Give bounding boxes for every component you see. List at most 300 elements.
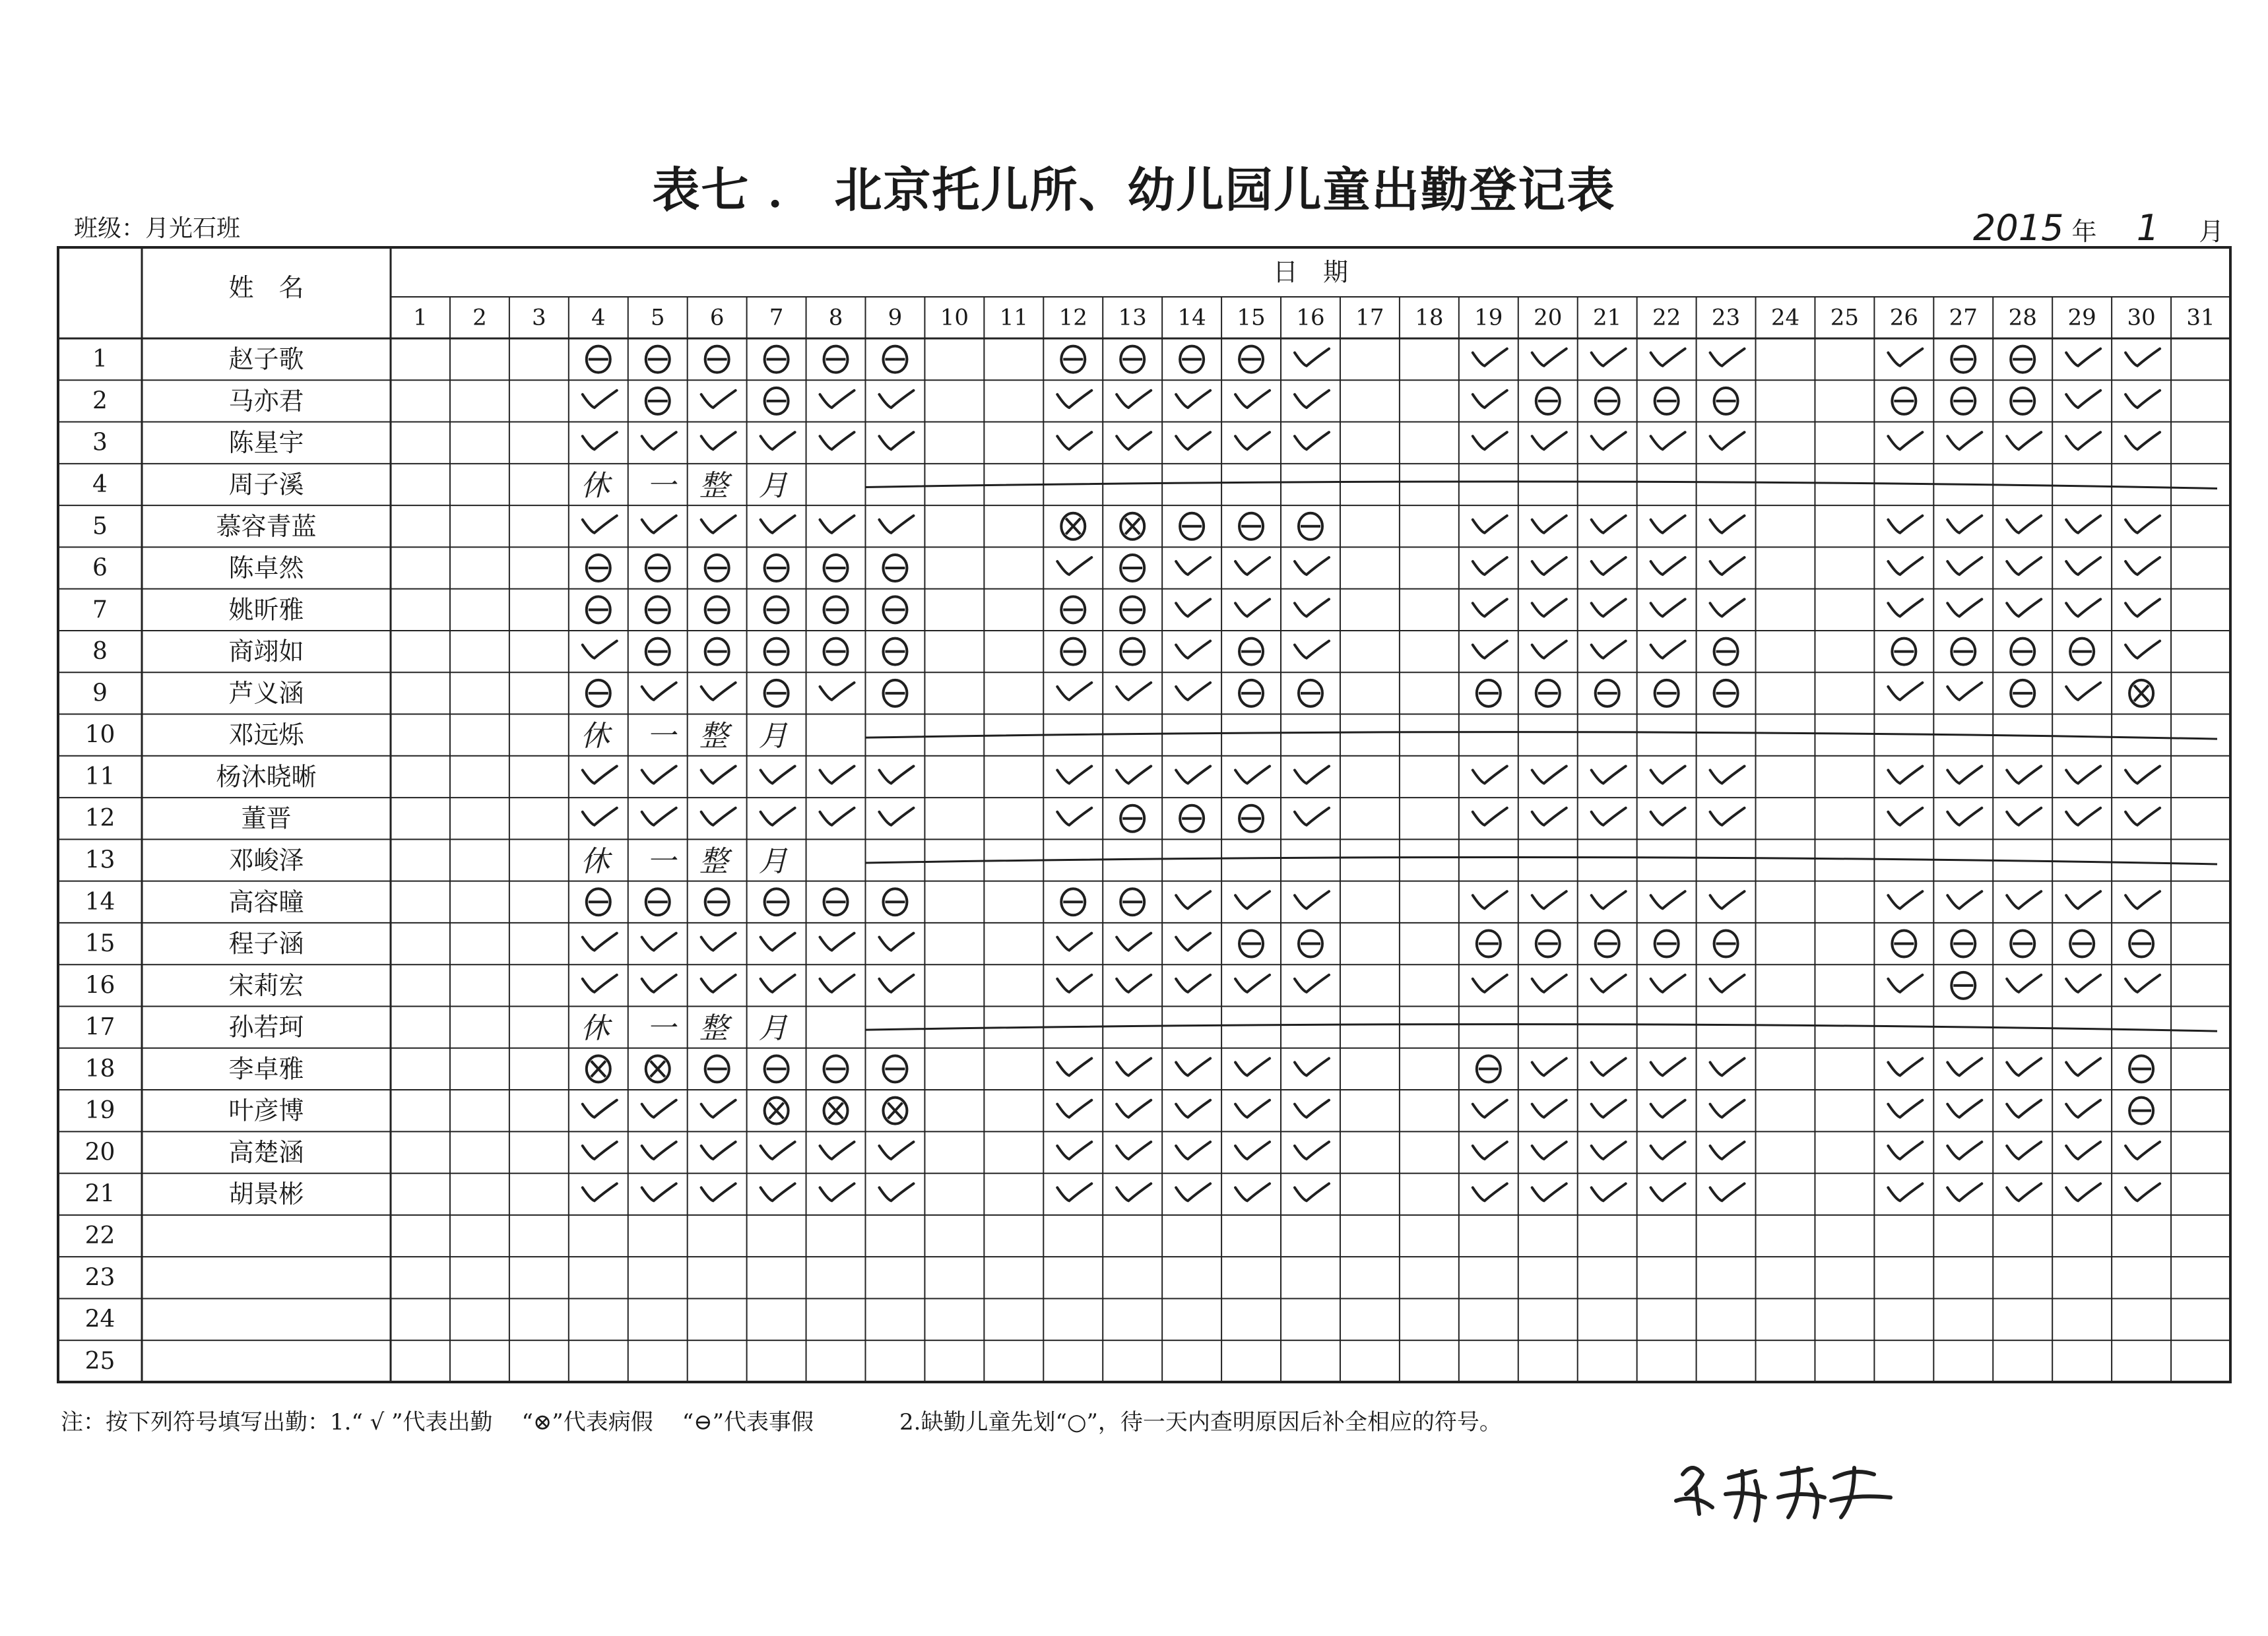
present-checkmark: [1651, 891, 1685, 908]
row-number: 6: [92, 554, 108, 582]
table-row: [85, 1096, 2154, 1125]
present-checkmark: [1057, 1058, 1091, 1075]
row-number: 13: [84, 846, 115, 874]
leave-mark: [2070, 639, 2094, 665]
present-checkmark: [1888, 432, 1922, 449]
present-checkmark: [2066, 349, 2100, 366]
present-checkmark: [583, 933, 617, 951]
present-checkmark: [701, 683, 736, 700]
leave-mark: [1061, 889, 1085, 915]
leave-mark: [883, 596, 907, 623]
present-checkmark: [1710, 808, 1745, 825]
day-header-7: 7: [769, 304, 784, 331]
child-name: 邓峻泽: [228, 846, 304, 875]
present-checkmark: [1651, 599, 1685, 616]
present-checkmark: [2007, 1142, 2041, 1159]
present-checkmark: [2066, 516, 2100, 533]
rest-note-char: 一: [646, 1011, 676, 1046]
rest-note-char: 月: [758, 719, 788, 753]
leave-mark: [1655, 931, 1679, 957]
leave-mark: [587, 680, 610, 707]
present-checkmark: [2125, 391, 2160, 408]
leave-mark: [1596, 388, 1619, 414]
present-checkmark: [1651, 1183, 1685, 1201]
row-number: 9: [92, 679, 108, 707]
leave-mark: [1120, 805, 1144, 832]
row-number: 22: [84, 1222, 115, 1250]
present-checkmark: [1947, 1058, 1982, 1075]
present-checkmark: [1295, 891, 1329, 908]
present-checkmark: [1532, 1183, 1567, 1201]
footnote-legend-sick: “⊗”代表病假: [521, 1409, 653, 1435]
present-checkmark: [1888, 1142, 1922, 1159]
present-checkmark: [1295, 349, 1329, 366]
footnote-legend-leave: “⊖”代表事假: [682, 1409, 814, 1435]
present-checkmark: [1176, 557, 1210, 575]
present-checkmark: [2066, 432, 2100, 449]
present-checkmark: [642, 1183, 676, 1201]
leave-mark: [1714, 388, 1738, 414]
table-row: [92, 387, 2160, 416]
leave-mark: [2011, 931, 2034, 957]
present-checkmark: [1592, 1183, 1626, 1201]
present-checkmark: [1057, 683, 1091, 700]
present-checkmark: [2066, 891, 2100, 908]
present-checkmark: [820, 975, 855, 992]
present-checkmark: [1532, 1142, 1567, 1159]
present-checkmark: [1532, 516, 1567, 533]
present-checkmark: [1473, 599, 1507, 616]
rest-note-char: 休: [580, 1011, 610, 1046]
table-row: [85, 929, 2154, 959]
present-checkmark: [1532, 349, 1567, 366]
present-checkmark: [879, 432, 913, 449]
present-checkmark: [583, 391, 617, 408]
present-checkmark: [701, 432, 736, 449]
present-checkmark: [1235, 1183, 1270, 1201]
present-checkmark: [583, 432, 617, 449]
rest-note-char: 休: [580, 719, 610, 753]
rest-strike-line: [865, 857, 2217, 864]
row-number: 7: [92, 596, 108, 623]
leave-mark: [1477, 931, 1501, 957]
day-header-4: 4: [591, 304, 606, 331]
present-checkmark: [2066, 683, 2100, 700]
rest-note-char: 月: [758, 1011, 788, 1046]
present-checkmark: [1710, 975, 1745, 992]
present-checkmark: [1888, 975, 1922, 992]
present-checkmark: [1888, 516, 1922, 533]
present-checkmark: [879, 766, 913, 783]
table-row: [92, 512, 2160, 541]
child-name: 周子溪: [228, 470, 304, 499]
rest-strike-line: [865, 732, 2217, 739]
present-checkmark: [2066, 557, 2100, 575]
present-checkmark: [701, 808, 736, 825]
row-number: 25: [84, 1347, 115, 1375]
row-number: 12: [84, 805, 115, 833]
row-number: 24: [84, 1306, 115, 1333]
present-checkmark: [761, 766, 795, 783]
present-checkmark: [1057, 1142, 1091, 1159]
child-name: 宋莉宏: [228, 970, 304, 1000]
present-checkmark: [820, 766, 855, 783]
present-checkmark: [1117, 391, 1151, 408]
present-checkmark: [1710, 1100, 1745, 1117]
leave-mark: [1714, 680, 1738, 707]
month-handwritten: 1: [2136, 207, 2160, 249]
leave-mark: [587, 889, 610, 915]
day-header-14: 14: [1177, 304, 1206, 331]
present-checkmark: [1473, 766, 1507, 783]
present-checkmark: [1295, 641, 1329, 658]
rest-note-char: 一: [646, 844, 676, 879]
leave-mark: [1951, 346, 1975, 373]
sick-mark: [1061, 513, 1085, 540]
table-row: [92, 679, 2153, 708]
present-checkmark: [1295, 1183, 1329, 1201]
leave-mark: [646, 596, 670, 623]
leave-mark: [1180, 513, 1204, 540]
leave-mark: [587, 346, 610, 373]
present-checkmark: [2066, 975, 2100, 992]
present-checkmark: [2007, 557, 2041, 575]
rest-note-char: 一: [646, 468, 676, 503]
leave-mark: [1239, 346, 1263, 373]
day-header-15: 15: [1237, 304, 1266, 331]
present-checkmark: [1532, 1058, 1567, 1075]
present-checkmark: [1947, 599, 1982, 616]
present-checkmark: [820, 432, 855, 449]
present-checkmark: [2125, 432, 2160, 449]
present-checkmark: [1057, 1100, 1091, 1117]
leave-mark: [1477, 1055, 1501, 1082]
present-checkmark: [820, 1183, 855, 1201]
present-checkmark: [1235, 975, 1270, 992]
present-checkmark: [1117, 766, 1151, 783]
present-checkmark: [1947, 1100, 1982, 1117]
table-row: [85, 1054, 2154, 1083]
present-checkmark: [2007, 432, 2041, 449]
table-row: [85, 804, 2160, 833]
present-checkmark: [1295, 766, 1329, 783]
row-number: 14: [84, 888, 115, 916]
present-checkmark: [1532, 557, 1567, 575]
present-checkmark: [1592, 516, 1626, 533]
present-checkmark: [1592, 641, 1626, 658]
child-name: 慕容青蓝: [216, 511, 317, 541]
present-checkmark: [761, 975, 795, 992]
present-checkmark: [1710, 1142, 1745, 1159]
present-checkmark: [1651, 641, 1685, 658]
present-checkmark: [642, 516, 676, 533]
table-row: [85, 762, 2160, 791]
present-checkmark: [820, 683, 855, 700]
present-checkmark: [1176, 1142, 1210, 1159]
table-row: [85, 887, 2160, 916]
child-name: 程子涵: [228, 929, 304, 959]
present-checkmark: [1473, 1100, 1507, 1117]
child-name: 姚昕雅: [228, 595, 304, 625]
row-number: 15: [84, 930, 115, 958]
sick-mark: [765, 1098, 789, 1124]
leave-mark: [2129, 931, 2153, 957]
present-checkmark: [1473, 1142, 1507, 1159]
leave-mark: [1536, 931, 1560, 957]
present-checkmark: [1592, 599, 1626, 616]
present-checkmark: [1947, 808, 1982, 825]
child-name: 芦义涵: [228, 678, 304, 708]
present-checkmark: [761, 808, 795, 825]
table-row: [85, 1012, 2217, 1046]
present-checkmark: [879, 975, 913, 992]
present-checkmark: [1651, 808, 1685, 825]
present-checkmark: [879, 516, 913, 533]
row-number: 19: [84, 1097, 115, 1125]
present-checkmark: [1117, 683, 1151, 700]
table-row: [92, 469, 2217, 503]
present-checkmark: [2066, 808, 2100, 825]
day-header-23: 23: [1711, 304, 1741, 331]
day-header-26: 26: [1889, 304, 1918, 331]
present-checkmark: [761, 432, 795, 449]
day-header-8: 8: [828, 304, 843, 331]
present-checkmark: [761, 1183, 795, 1201]
present-checkmark: [1947, 557, 1982, 575]
row-number: 4: [92, 470, 108, 498]
table-row: [92, 345, 2160, 374]
teacher-signature: [1669, 1448, 1947, 1527]
present-checkmark: [1888, 349, 1922, 366]
day-header-12: 12: [1058, 304, 1087, 331]
leave-mark: [765, 555, 789, 581]
child-name: 马亦君: [228, 386, 304, 416]
present-checkmark: [1057, 766, 1091, 783]
present-checkmark: [820, 808, 855, 825]
present-checkmark: [2125, 349, 2160, 366]
present-checkmark: [1176, 766, 1210, 783]
day-header-2: 2: [472, 304, 487, 331]
present-checkmark: [701, 1142, 736, 1159]
present-checkmark: [820, 1142, 855, 1159]
rest-note-char: 休: [580, 844, 610, 879]
present-checkmark: [2007, 975, 2041, 992]
present-checkmark: [1592, 975, 1626, 992]
present-checkmark: [1235, 1100, 1270, 1117]
present-checkmark: [1651, 1100, 1685, 1117]
present-checkmark: [583, 766, 617, 783]
present-checkmark: [1592, 1142, 1626, 1159]
day-header-19: 19: [1474, 304, 1503, 331]
present-checkmark: [1532, 975, 1567, 992]
present-checkmark: [642, 432, 676, 449]
present-checkmark: [1176, 683, 1210, 700]
present-checkmark: [2066, 599, 2100, 616]
leave-mark: [1120, 639, 1144, 665]
present-checkmark: [1532, 808, 1567, 825]
footnote-legend-present: 注：按下列符号填写出勤：1.“ √ ”代表出勤: [61, 1409, 493, 1435]
present-checkmark: [1295, 1142, 1329, 1159]
present-checkmark: [583, 808, 617, 825]
month-label: 月: [2199, 217, 2224, 246]
leave-mark: [1596, 931, 1619, 957]
leave-mark: [883, 680, 907, 707]
present-checkmark: [879, 933, 913, 951]
present-checkmark: [1117, 432, 1151, 449]
present-checkmark: [2066, 1142, 2100, 1159]
present-checkmark: [1176, 641, 1210, 658]
year-label: 年: [2071, 217, 2097, 246]
present-checkmark: [1295, 1058, 1329, 1075]
leave-mark: [1299, 680, 1322, 707]
sick-mark: [587, 1055, 610, 1082]
sick-mark: [2129, 680, 2153, 707]
present-checkmark: [1888, 766, 1922, 783]
child-name: 胡景彬: [228, 1180, 304, 1209]
leave-mark: [1299, 931, 1322, 957]
leave-mark: [587, 596, 610, 623]
present-checkmark: [642, 808, 676, 825]
day-header-18: 18: [1415, 304, 1444, 331]
present-checkmark: [1473, 349, 1507, 366]
row-number: 10: [84, 721, 115, 749]
present-checkmark: [1057, 1183, 1091, 1201]
present-checkmark: [1592, 557, 1626, 575]
child-name: 高容瞳: [228, 887, 304, 917]
present-checkmark: [2066, 1058, 2100, 1075]
class-name: 月光石班: [145, 215, 241, 242]
child-name: 孙若珂: [228, 1013, 304, 1042]
present-checkmark: [1651, 1142, 1685, 1159]
present-checkmark: [583, 516, 617, 533]
rest-note-char: 一: [646, 719, 676, 753]
day-header-11: 11: [999, 304, 1028, 331]
row-number: 1: [92, 346, 108, 373]
present-checkmark: [1592, 766, 1626, 783]
leave-mark: [705, 889, 729, 915]
day-header-30: 30: [2127, 304, 2156, 331]
present-checkmark: [1710, 1058, 1745, 1075]
present-checkmark: [1473, 516, 1507, 533]
present-checkmark: [1235, 766, 1270, 783]
leave-mark: [646, 889, 670, 915]
present-checkmark: [1651, 557, 1685, 575]
leave-mark: [1239, 680, 1263, 707]
leave-mark: [765, 680, 789, 707]
present-checkmark: [2125, 1142, 2160, 1159]
present-checkmark: [1473, 975, 1507, 992]
present-checkmark: [1651, 1058, 1685, 1075]
present-checkmark: [2125, 641, 2160, 658]
present-checkmark: [1651, 766, 1685, 783]
footnote: [61, 1404, 1502, 1436]
present-checkmark: [2007, 808, 2041, 825]
present-checkmark: [2125, 766, 2160, 783]
present-checkmark: [1710, 349, 1745, 366]
row-number: 8: [92, 638, 108, 666]
row-number: 16: [84, 972, 115, 999]
leave-mark: [1951, 388, 1975, 414]
present-checkmark: [879, 808, 913, 825]
present-checkmark: [1532, 766, 1567, 783]
present-checkmark: [1532, 432, 1567, 449]
leave-mark: [765, 889, 789, 915]
leave-mark: [1477, 680, 1501, 707]
present-checkmark: [1532, 641, 1567, 658]
leave-mark: [883, 1055, 907, 1082]
leave-mark: [765, 346, 789, 373]
leave-mark: [1951, 972, 1975, 999]
present-checkmark: [1888, 557, 1922, 575]
present-checkmark: [1592, 1100, 1626, 1117]
leave-mark: [1536, 388, 1560, 414]
present-checkmark: [583, 1183, 617, 1201]
present-checkmark: [1057, 432, 1091, 449]
present-checkmark: [2007, 1183, 2041, 1201]
present-checkmark: [2125, 975, 2160, 992]
child-name: 高楚涵: [228, 1137, 304, 1167]
present-checkmark: [2125, 516, 2160, 533]
leave-mark: [1892, 388, 1916, 414]
day-header-20: 20: [1534, 304, 1563, 331]
present-checkmark: [2007, 1100, 2041, 1117]
present-checkmark: [1651, 975, 1685, 992]
day-header-21: 21: [1593, 304, 1622, 331]
present-checkmark: [1117, 1142, 1151, 1159]
leave-mark: [1061, 639, 1085, 665]
present-checkmark: [642, 933, 676, 951]
table-row: [85, 1348, 115, 1375]
present-checkmark: [820, 391, 855, 408]
rest-note-char: 整: [699, 468, 729, 503]
row-number: 2: [92, 387, 108, 415]
table-row: [92, 428, 2160, 457]
present-checkmark: [1117, 975, 1151, 992]
leave-mark: [1892, 639, 1916, 665]
present-checkmark: [1888, 891, 1922, 908]
present-checkmark: [820, 933, 855, 951]
leave-mark: [1239, 805, 1263, 832]
day-header-9: 9: [888, 304, 903, 331]
child-name: 邓远烁: [228, 720, 304, 750]
present-checkmark: [1473, 891, 1507, 908]
present-checkmark: [1473, 432, 1507, 449]
leave-mark: [1892, 931, 1916, 957]
table-row: [85, 845, 2217, 879]
day-header-27: 27: [1949, 304, 1978, 331]
leave-mark: [2129, 1098, 2153, 1124]
present-checkmark: [1710, 766, 1745, 783]
child-name: 董晋: [241, 803, 292, 833]
present-checkmark: [1235, 1142, 1270, 1159]
rest-note-char: 月: [758, 468, 788, 503]
present-checkmark: [1473, 641, 1507, 658]
day-header-29: 29: [2067, 304, 2096, 331]
present-checkmark: [761, 1142, 795, 1159]
present-checkmark: [1532, 1100, 1567, 1117]
present-checkmark: [1176, 599, 1210, 616]
leave-mark: [824, 555, 848, 581]
child-name: 陈卓然: [228, 553, 304, 583]
present-checkmark: [1295, 391, 1329, 408]
present-checkmark: [2066, 1100, 2100, 1117]
present-checkmark: [1235, 391, 1270, 408]
child-name: 杨沐晓晰: [216, 762, 317, 792]
present-checkmark: [1888, 683, 1922, 700]
present-checkmark: [1592, 349, 1626, 366]
present-checkmark: [2125, 808, 2160, 825]
present-checkmark: [1295, 975, 1329, 992]
